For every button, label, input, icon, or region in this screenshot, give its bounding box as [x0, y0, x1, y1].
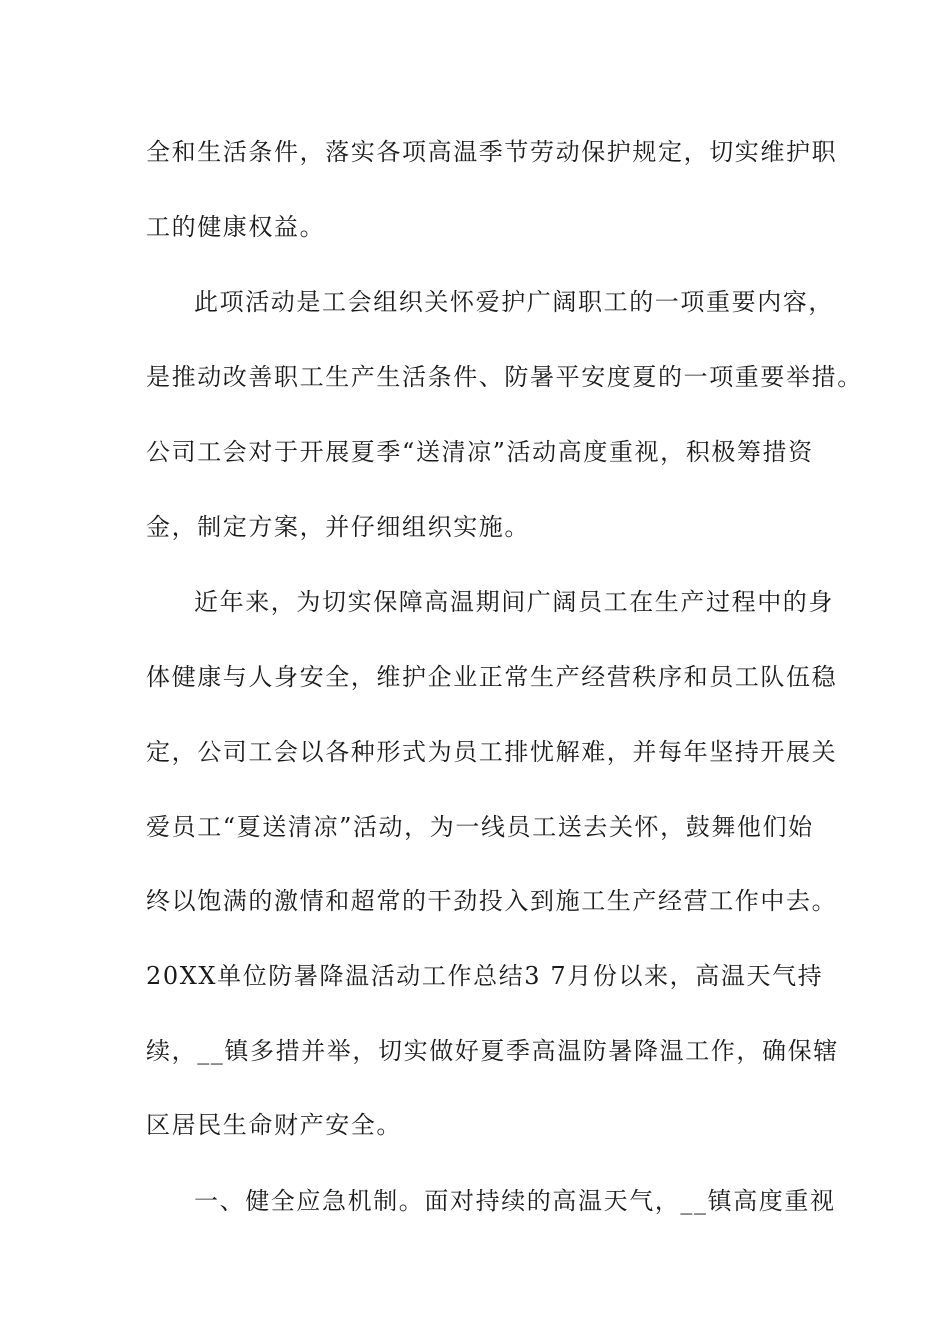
- text-line: 近年来，为切实保障高温期间广阔员工在生产过程中的身: [194, 588, 834, 616]
- text-line: 全和生活条件，落实各项高温季节劳动保护规定，切实维护职: [146, 138, 838, 166]
- text-line: 金，制定方案，并仔细组织实施。: [146, 513, 530, 541]
- text-line: 20XX单位防暑降温活动工作总结3 7月份以来，高温天气持: [146, 962, 824, 990]
- text-line: 此项活动是工会组织关怀爱护广阔职工的一项重要内容，: [194, 288, 834, 316]
- text-line: 定，公司工会以各种形式为员工排忧解难，并每年坚持开展关: [146, 738, 838, 766]
- text-line: 公司工会对于开展夏季“送清凉”活动高度重视，积极筹措资: [146, 438, 814, 466]
- text-line: 续，__镇多措并举，切实做好夏季高温防暑降温工作，确保辖: [146, 1037, 839, 1065]
- text-line: 终以饱满的激情和超常的干劲投入到施工生产经营工作中去。: [146, 887, 838, 915]
- text-line: 区居民生命财产安全。: [146, 1111, 402, 1139]
- text-line: 工的健康权益。: [146, 213, 326, 241]
- text-line: 爱员工“夏送清凉”活动，为一线员工送去关怀，鼓舞他们始: [146, 813, 814, 841]
- text-line: 是推动改善职工生产生活条件、防暑平安度夏的一项重要举措。: [146, 363, 863, 391]
- text-line: 一、健全应急机制。面对持续的高温天气，__镇高度重视: [194, 1187, 836, 1215]
- text-line: 体健康与人身安全，维护企业正常生产经营秩序和员工队伍稳: [146, 663, 838, 691]
